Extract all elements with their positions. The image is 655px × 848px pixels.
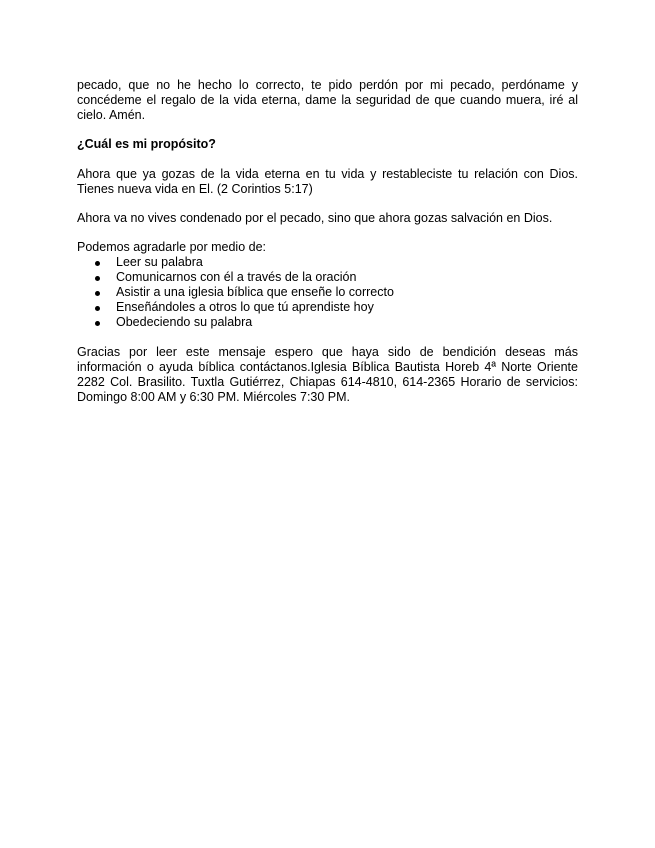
- document-page: [77, 78, 578, 405]
- closing-paragraph: Gracias por leer este mensaje espero que haya sido de bendición deseas más información o ayuda bíblica contáctanos.Iglesia Bíblica Bautista Horeb 4ª Norte Oriente 2282 Col. Brasilito. Tuxtla Gutiérrez, Chiapas 614-4810, 614-2365 Horario de servicios: Domingo 8:00 AM y 6:30 PM. Miércoles 7:30 PM.: [77, 345, 578, 404]
- list-item-text: Comunicarnos con él a través de la oración: [116, 270, 357, 284]
- bullet-icon: [95, 306, 100, 311]
- paragraph-salvation: Ahora va no vives condenado por el pecado, sino que ahora gozas salvación en Dios.: [77, 211, 553, 225]
- list-item: [77, 270, 578, 285]
- list-item-text: Leer su palabra: [116, 255, 203, 269]
- bullet-icon: [95, 276, 100, 281]
- bullet-icon: [95, 261, 100, 266]
- bullet-icon: [95, 321, 100, 326]
- list-item-text: Obedeciendo su palabra: [116, 315, 253, 329]
- bullet-list: [77, 255, 578, 330]
- list-item: [77, 255, 578, 270]
- list-item: [77, 315, 578, 330]
- list-item: [77, 285, 578, 300]
- list-item-text: Asistir a una iglesia bíblica que enseñe lo correcto: [116, 285, 394, 299]
- list-item: [77, 300, 578, 315]
- section-heading: ¿Cuál es mi propósito?: [77, 137, 216, 151]
- paragraph-eternal-life: Ahora que ya gozas de la vida eterna en tu vida y restableciste tu relación con Dios. Tienes nueva vida en El. (2 Corintios 5:17): [77, 167, 578, 196]
- intro-paragraph: pecado, que no he hecho lo correcto, te pido perdón por mi pecado, perdóname y concédeme el regalo de la vida eterna, dame la seguridad de que cuando muera, iré al cielo. Amén.: [77, 78, 578, 122]
- paragraph-please-god: Podemos agradarle por medio de:: [77, 240, 267, 254]
- bullet-icon: [95, 291, 100, 296]
- list-item-text: Enseñándoles a otros lo que tú aprendiste hoy: [116, 300, 374, 314]
